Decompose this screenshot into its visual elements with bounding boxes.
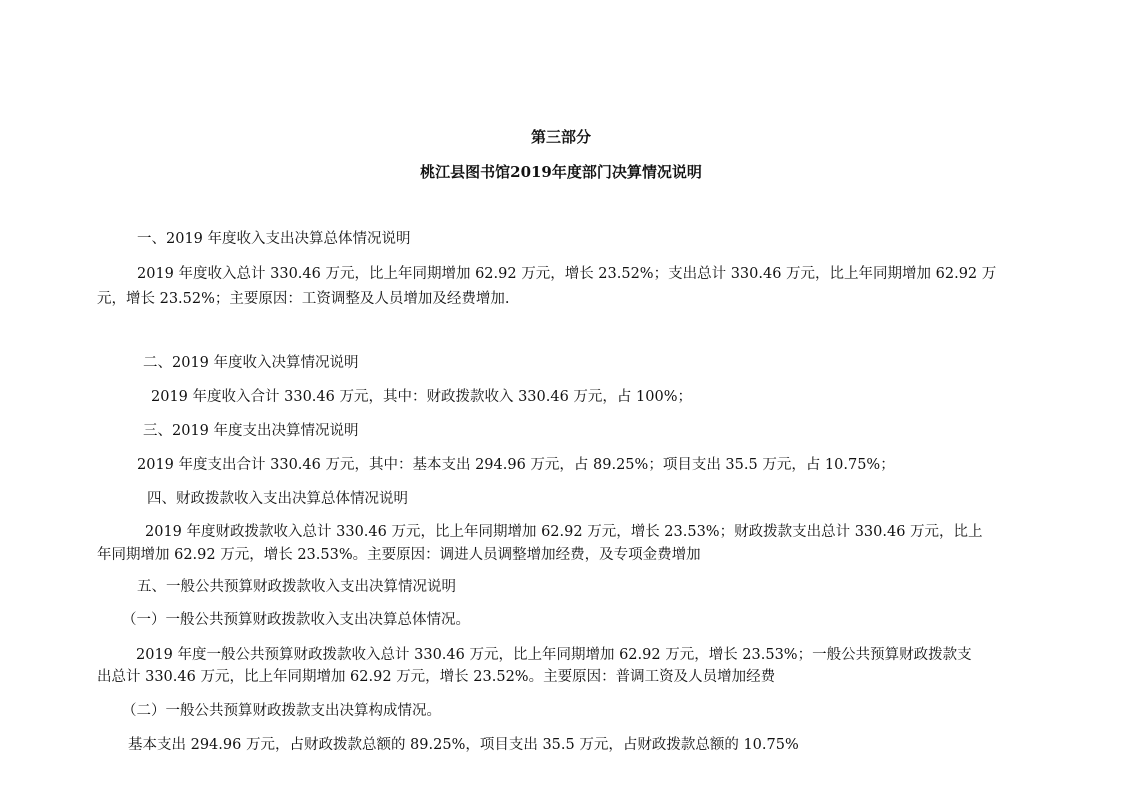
main-title: 桃江县图书馆2019年度部门决算情况说明 [420, 163, 702, 181]
section-5-heading: 五、一般公共预算财政拨款收入支出决算情况说明 [137, 579, 456, 595]
section-2-paragraph-line-1: 2019 年度收入合计 330.46 万元，其中：财政拨款收入 330.46 万元，占 100%； [151, 389, 692, 405]
subsection-2-heading: （二）一般公共预算财政拨款支出决算构成情况。 [122, 703, 441, 719]
subsection-1-paragraph-line-2: 出总计 330.46 万元，比上年同期增加 62.92 万元，增长 23.52%。主要原因：普调工资及人员增加经费 [97, 669, 776, 685]
section-3-heading: 三、2019 年度支出决算情况说明 [143, 423, 359, 439]
section-4-paragraph-line-2: 年同期增加 62.92 万元，增长 23.53%。主要原因：调进人员调整增加经费，及专项金费增加 [97, 547, 701, 563]
subsection-2-paragraph-line-1: 基本支出 294.96 万元，占财政拨款总额的 89.25%，项目支出 35.5 万元，占财政拨款总额的 10.75% [128, 737, 799, 753]
section-3-paragraph-line-1: 2019 年度支出合计 330.46 万元，其中：基本支出 294.96 万元，占 89.25%；项目支出 35.5 万元，占 10.75%； [137, 457, 895, 473]
subsection-1-heading: （一）一般公共预算财政拨款收入支出决算总体情况。 [122, 612, 470, 628]
section-1-heading: 一、2019 年度收入支出决算总体情况说明 [137, 231, 411, 247]
section-1-paragraph-line-1: 2019 年度收入总计 330.46 万元，比上年同期增加 62.92 万元，增长 23.52%；支出总计 330.46 万元，比上年同期增加 62.92 万 [137, 266, 997, 282]
subsection-1-paragraph-line-1: 2019 年度一般公共预算财政拨款收入总计 330.46 万元，比上年同期增加 62.92 万元，增长 23.53%；一般公共预算财政拨款支 [136, 647, 972, 663]
section-4-heading: 四、财政拨款收入支出决算总体情况说明 [147, 491, 408, 507]
section-1-paragraph-line-2: 元，增长 23.52%；主要原因：工资调整及人员增加及经费增加. [97, 291, 510, 307]
section-4-paragraph-line-1: 2019 年度财政拨款收入总计 330.46 万元，比上年同期增加 62.92 万元，增长 23.53%；财政拨款支出总计 330.46 万元，比上 [145, 524, 983, 540]
part-title: 第三部分 [530, 128, 591, 146]
section-2-heading: 二、2019 年度收入决算情况说明 [143, 355, 359, 371]
